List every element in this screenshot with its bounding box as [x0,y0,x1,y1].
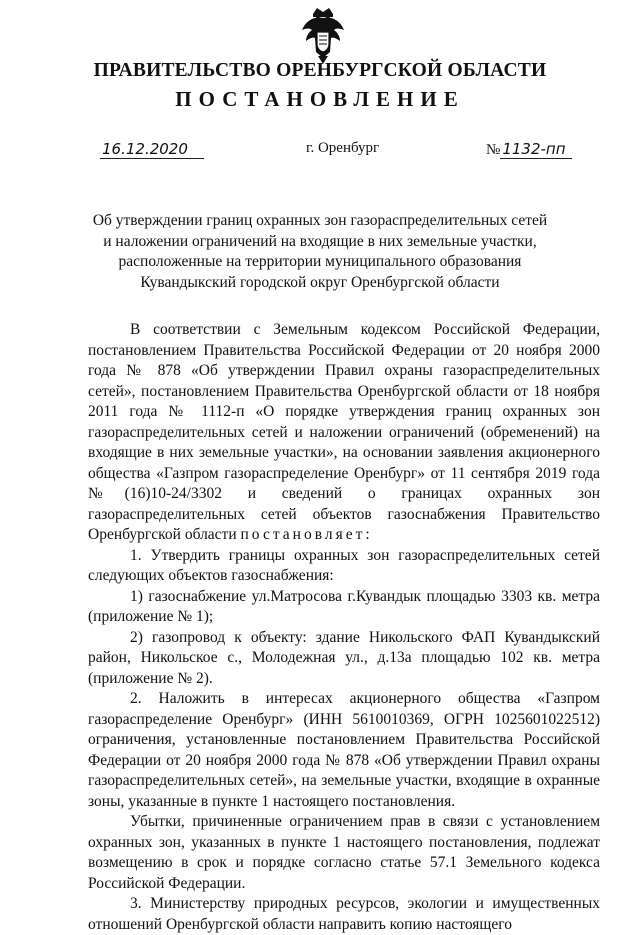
title-line: Об утверждении границ охранных зон газораспределительных сетей [92,212,548,229]
paragraph-3: 3. Министерству природных ресурсов, экологии и имущественных отношений Оренбургской области направить копию настоящего [88,895,600,933]
title-line: расположенные на территории муниципального образования [118,253,522,270]
document-body [88,320,600,935]
paragraph-1: 1. Утвердить границы охранных зон газораспределительных сетей следующих объектов газоснабжения: [88,546,600,584]
paragraph-1-item-2: 2) газопровод к объекту: здание Никольского ФАП Кувандыкский район, Никольское с., Молодежная ул., д.13а площадью 102 кв. метра (приложение № 2). [88,628,600,687]
paragraph-2: 2. Наложить в интересах акционерного общества «Газпром газораспределение Оренбург» (ИНН 5610010369, ОГРН 1025601022512) ограничения, установленные постановлением Правительства Российской Федерации от 20 ноября 2000 года № 878 «Об утверждении Правил охраны газораспределительных сетей», на земельные участки, входящие в охранные зоны, указанные в пункте 1 настоящего постановления. [88,690,600,810]
organization-name: ПРАВИТЕЛЬСТВО ОРЕНБУРГСКОЙ ОБЛАСТИ [93,60,547,81]
title-line: Кувандыкский городской округ Оренбургской области [140,273,500,291]
document-title [90,211,550,293]
preamble-text: В соответствии с Земельным кодексом Российской Федерации, постановлением Правительства Российской Федерации от 20 ноября 2000 года № 878 «Об утверждении Правил охраны газораспределительных сетей», постановлением Правительства Оренбургской области от 18 ноября 2011 года № 1112-п «О порядке утверждения границ охранных зон газораспределительных сетей и наложении ограничений (обременений) на входящие в них земельные участки», на основании заявления акционерного общества «Газпром газораспределение Оренбург» от 11 сентября 2019 года №(16)10-24/3302 и сведений о границах охранных зон газораспределительных сетей объектов газоснабжения Правительство Оренбургской области [88,321,600,543]
document-type: ПОСТАНОВЛЕНИЕ [175,87,465,111]
document-date: 16.12.2020 [100,140,204,159]
document-city: г. Оренбург [306,140,380,156]
title-line: и наложении ограничений на входящие в них земельные участки, [103,232,537,250]
document-number [486,140,572,159]
coat-of-arms-icon [298,6,348,66]
number-label: № [486,142,501,158]
paragraph-1-item-1: 1) газоснабжение ул.Матросова г.Кувандык площадью 3303 кв. метра (приложение № 1); [88,587,600,625]
resolves-word: постановляет: [240,526,373,543]
paragraph-2-losses: Убытки, причиненные ограничением прав в связи с установлением охранных зон, указанных в пункте 1 настоящего постановления, подлежат возмещению в срок и порядке согласно статье 57.1 Земельного кодекса Российской Федерации. [88,813,600,892]
preamble-paragraph [88,320,600,546]
number-value: 1132-пп [500,140,571,159]
